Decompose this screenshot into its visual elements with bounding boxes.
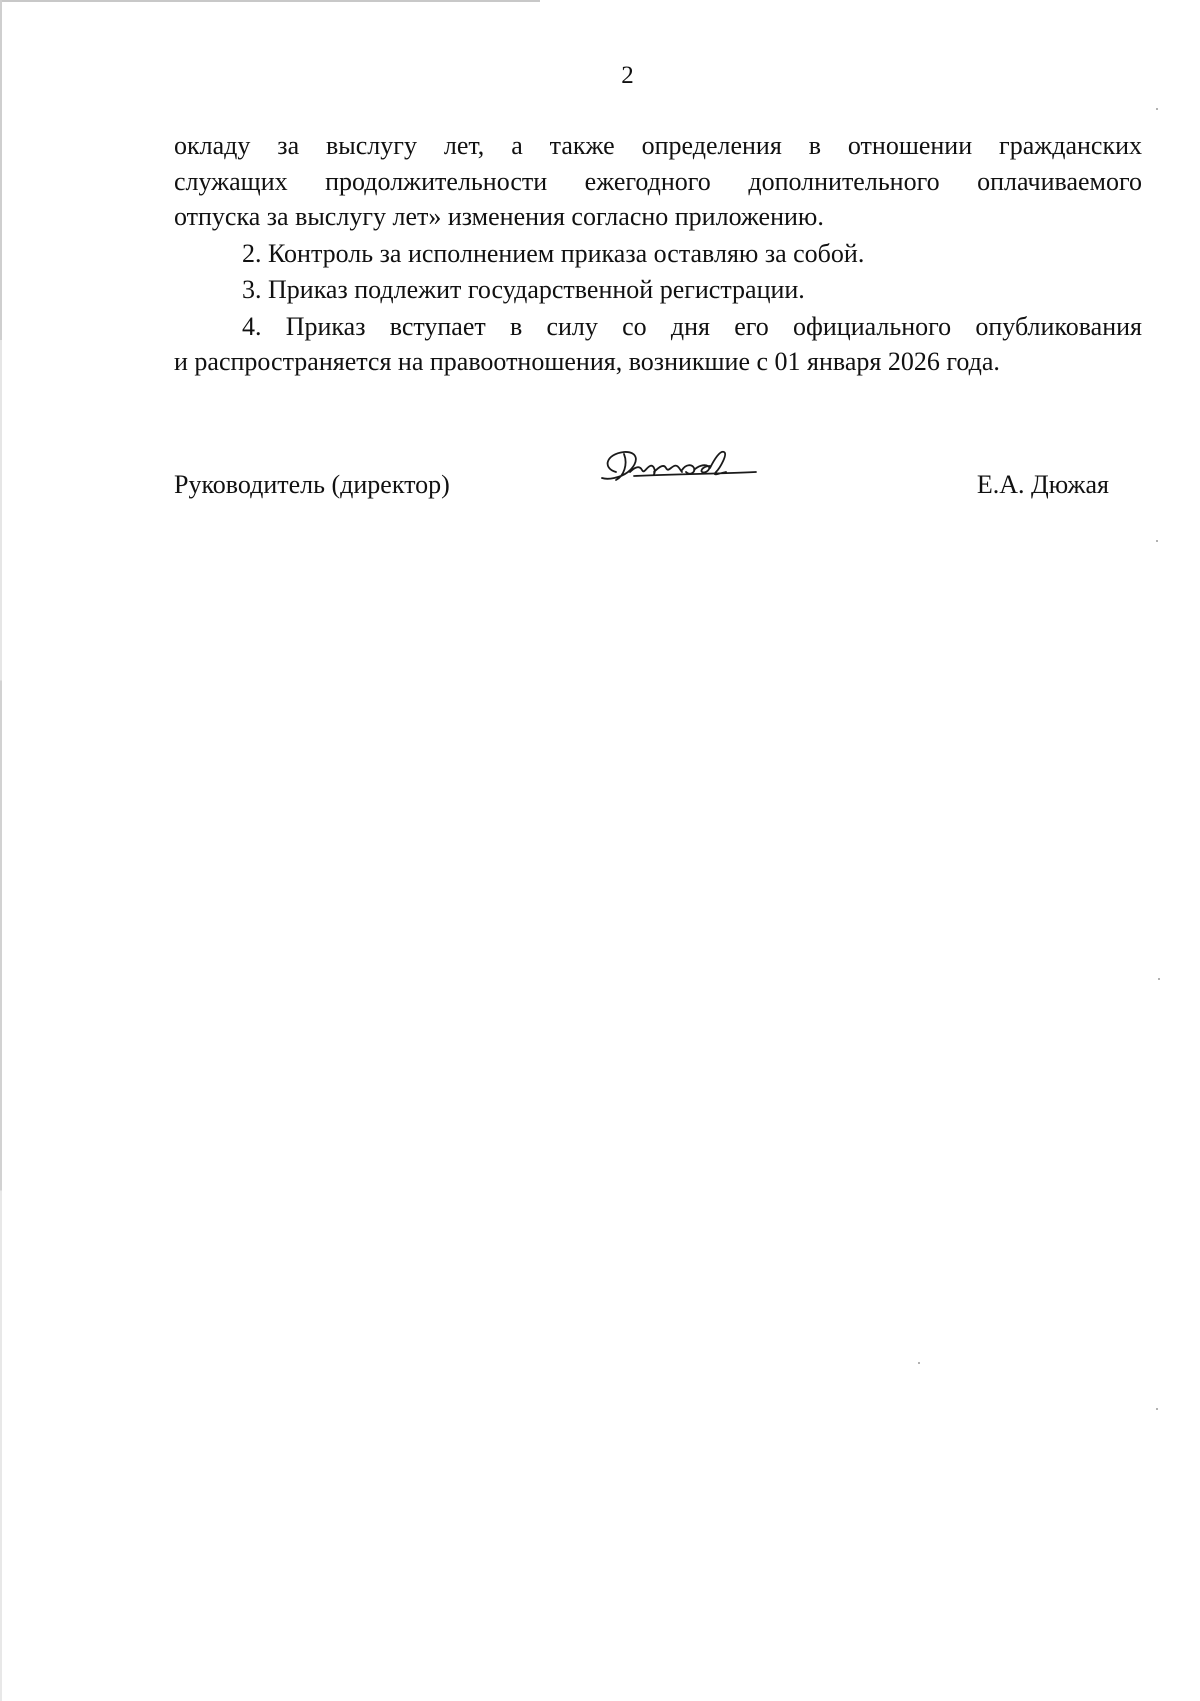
scan-speck (1156, 108, 1158, 110)
signature-block (174, 470, 1109, 530)
signatory-position: Руководитель (директор) (174, 470, 450, 499)
scan-speck (1156, 1408, 1158, 1410)
scan-speck (1156, 540, 1158, 542)
paragraph-continuation (174, 128, 1142, 235)
paragraph-item-4 (174, 309, 1142, 380)
handwritten-signature (594, 442, 764, 492)
document-body (174, 128, 1142, 380)
text-line: служащих продолжительности ежегодного дополнительного оплачиваемого (174, 166, 1142, 196)
text-line: отпуска за выслугу лет» изменения согласно приложению. (174, 202, 824, 231)
scan-speck (918, 1362, 920, 1364)
scan-edge-top (0, 0, 540, 2)
paragraph-item-2: 2. Контроль за исполнением приказа оставляю за собой. (242, 238, 865, 268)
scan-edge-left (0, 0, 2, 1701)
scan-speck (1158, 978, 1160, 980)
page-number: 2 (621, 62, 634, 89)
signatory-name: Е.А. Дюжая (976, 470, 1109, 499)
text-line: окладу за выслугу лет, а также определения в отношении гражданских (174, 131, 1142, 160)
text-line: 4. Приказ вступает в силу со дня его официального опубликования (242, 311, 1142, 341)
text-line: и распространяется на правоотношения, возникшие с 01 января 2026 года. (174, 347, 1000, 376)
paragraph-item-3: 3. Приказ подлежит государственной регистрации. (242, 275, 805, 304)
